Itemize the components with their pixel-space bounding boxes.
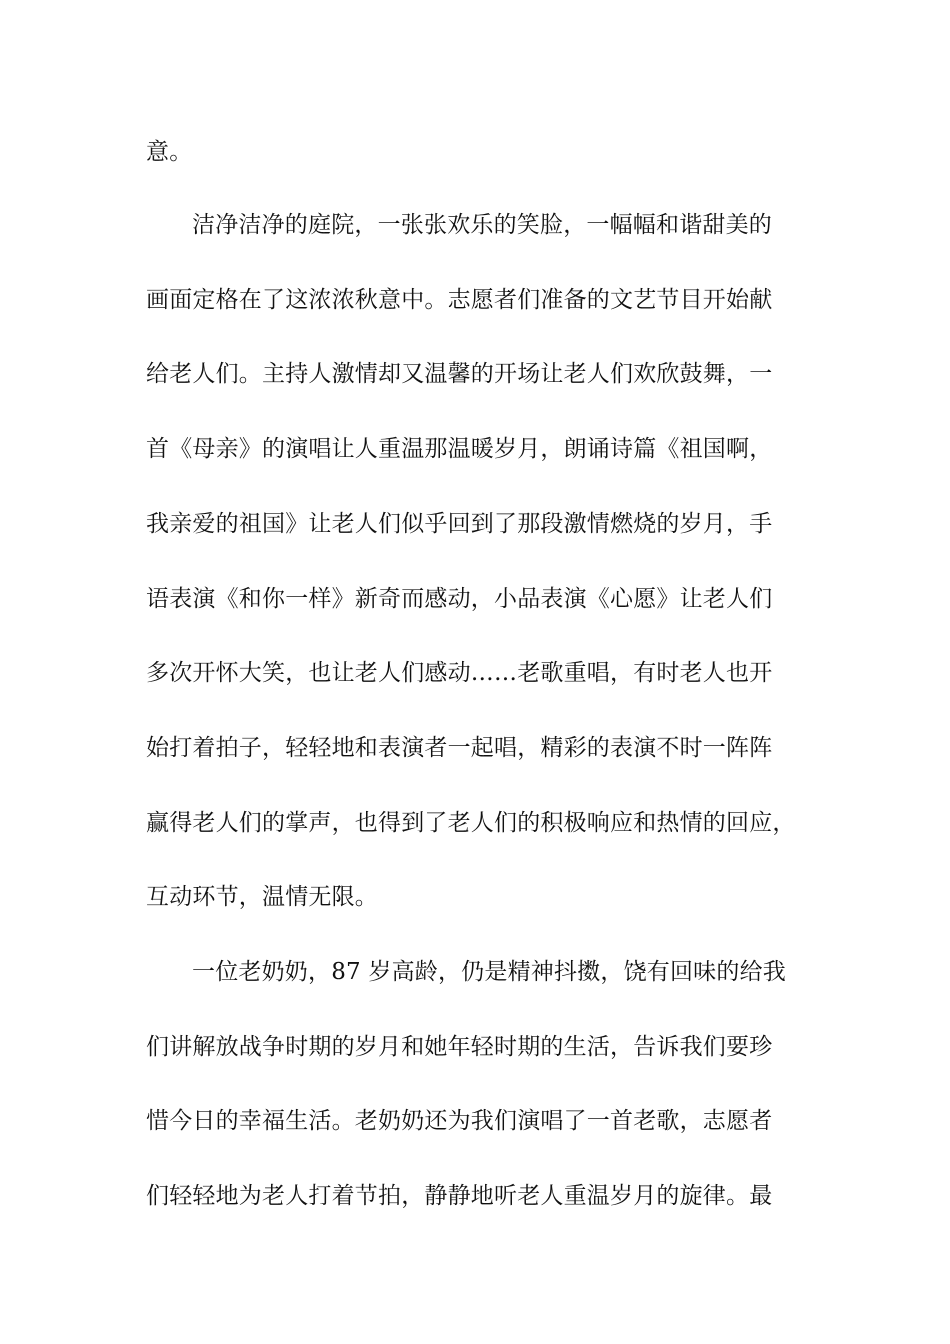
paragraph-first-line: 洁净洁净的庭院，一张张欢乐的笑脸，一幅幅和谐甜美的 [192,212,772,238]
text-line: 赢得老人们的掌声，也得到了老人们的积极响应和热情的回应， [146,810,796,836]
text-line: 始打着拍子，轻轻地和表演者一起唱，精彩的表演不时一阵阵 [146,735,773,761]
text-line: 首《母亲》的演唱让人重温那温暖岁月，朗诵诗篇《祖国啊， [146,436,773,462]
text-line: 惜今日的幸福生活。老奶奶还为我们演唱了一首老歌，志愿者 [146,1108,773,1134]
text-line: 互动环节，温情无限。 [146,884,378,910]
paragraph-first-line: 一位老奶奶，87 岁高龄，仍是精神抖擞，饶有回味的给我 [192,959,786,985]
text-line: 意。 [146,139,193,165]
text-line: 我亲爱的祖国》让老人们似乎回到了那段激情燃烧的岁月，手 [146,511,773,537]
text-line: 们讲解放战争时期的岁月和她年轻时期的生活，告诉我们要珍 [146,1034,773,1060]
text-line: 多次开怀大笑，也让老人们感动……老歌重唱，有时老人也开 [146,660,773,686]
text-line: 们轻轻地为老人打着节拍，静静地听老人重温岁月的旋律。最 [146,1183,773,1209]
text-line: 画面定格在了这浓浓秋意中。志愿者们准备的文艺节目开始献 [146,287,773,313]
text-line: 给老人们。主持人激情却又温馨的开场让老人们欢欣鼓舞，一 [146,361,773,387]
text-line: 语表演《和你一样》新奇而感动，小品表演《心愿》让老人们 [146,586,773,612]
